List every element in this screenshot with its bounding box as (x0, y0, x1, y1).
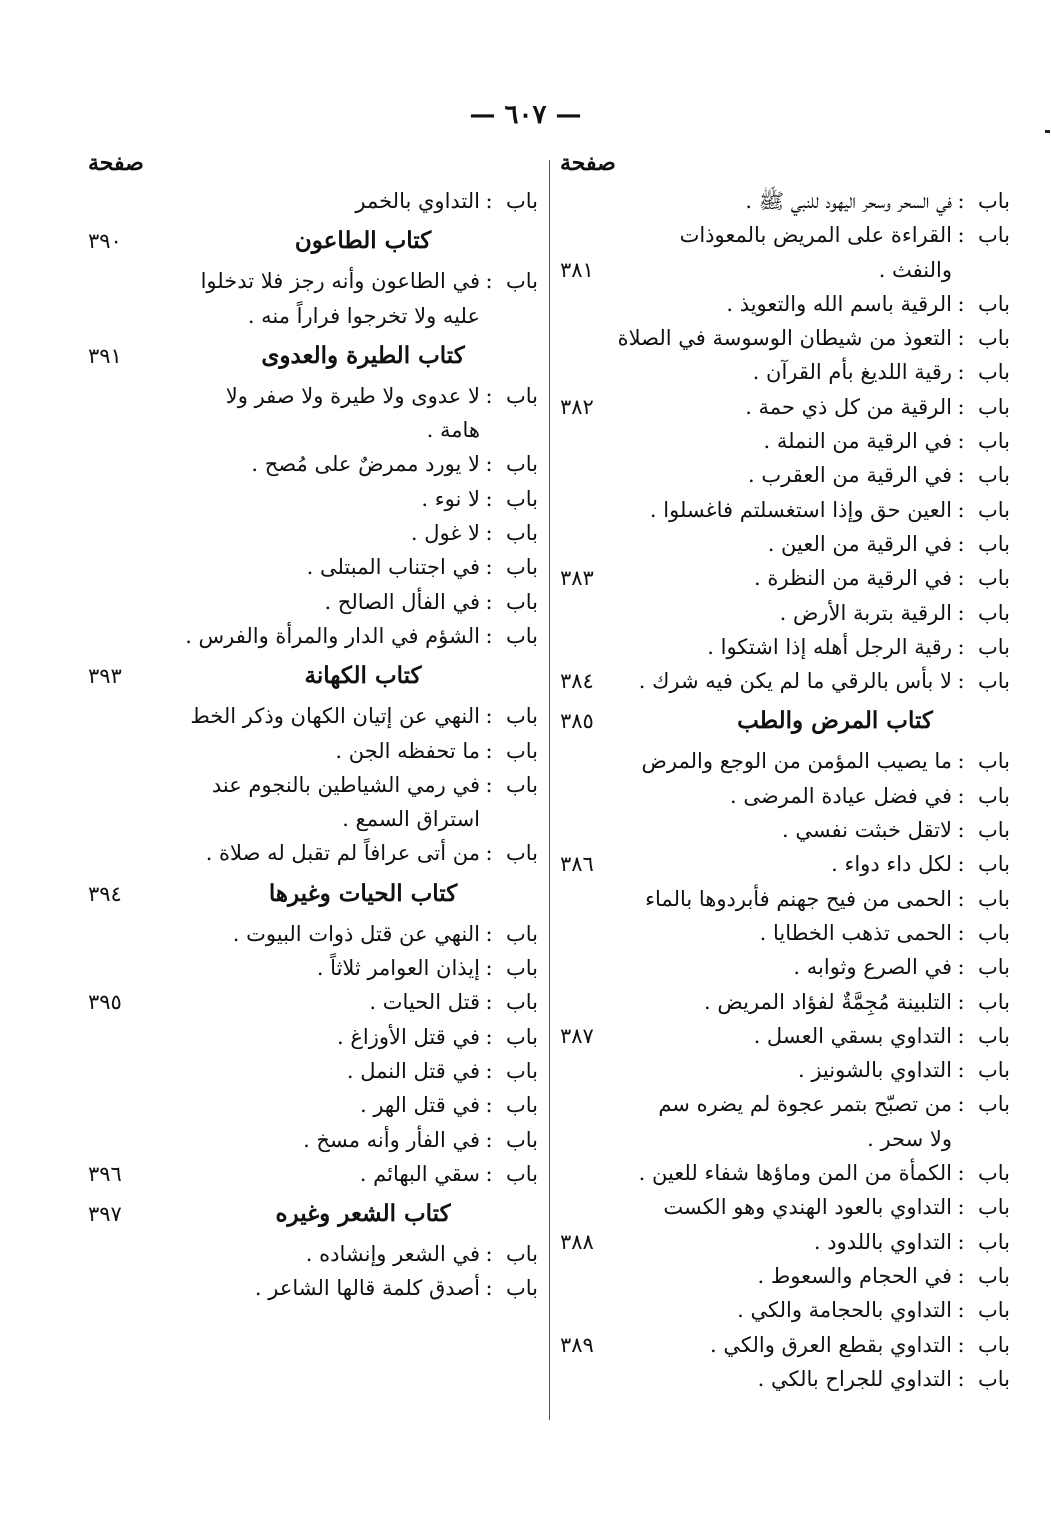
colon: : (485, 623, 493, 648)
colon: : (957, 920, 965, 945)
bab-label: باب (977, 600, 1010, 625)
toc-entry (560, 1362, 1010, 1396)
bab-label: باب (977, 497, 1010, 522)
bab-label: باب (977, 1195, 1010, 1220)
bab-label: باب (505, 521, 538, 546)
colon: : (485, 704, 493, 729)
toc-entry (88, 585, 538, 619)
entry-title: في قتل النمل . (346, 1058, 480, 1083)
colon: : (485, 521, 493, 546)
bab-label: باب (977, 463, 1010, 488)
toc-entry (88, 1237, 538, 1271)
colon: : (957, 394, 965, 419)
entry-title: التداوي بالشونيز . (797, 1058, 952, 1083)
entry-title: لاتقل خبثت نفسي . (781, 818, 952, 843)
toc-left-list (88, 184, 538, 1306)
bab-label: باب (977, 749, 1010, 774)
colon: : (957, 1332, 965, 1357)
colon: : (957, 818, 965, 843)
page-ref: ٣٩٠ (88, 229, 122, 254)
toc-entry (560, 424, 1010, 458)
toc-entry (88, 184, 538, 218)
page-ref: ٣٨٣ (560, 566, 594, 591)
bab-label: باب (505, 990, 538, 1015)
colon: : (957, 955, 965, 980)
entry-title: في الصرع وثوابه . (793, 955, 952, 980)
entry-title: التداوي بقطع العرق والكي . (710, 1332, 952, 1357)
entry-title: العين حق وإذا استغسلتم فاغسلوا . (649, 497, 952, 522)
book-heading (88, 218, 538, 264)
page-ref: ٣٨٧ (560, 1023, 594, 1048)
toc-entry-continuation (88, 299, 538, 333)
colon: : (957, 989, 965, 1014)
entry-title: في فضل عيادة المرضى . (730, 783, 952, 808)
toc-entry (88, 699, 538, 733)
colon: : (957, 497, 965, 522)
entry-title: سقي البهائم . (359, 1161, 480, 1186)
toc-entry (88, 550, 538, 584)
bab-label: باب (505, 269, 538, 294)
entry-title: التداوي باللدود . (813, 1229, 952, 1254)
colon: : (485, 452, 493, 477)
bab-label: باب (977, 1161, 1010, 1186)
page-ref: ٣٩١ (88, 343, 122, 368)
colon: : (485, 589, 493, 614)
bab-label: باب (977, 326, 1010, 351)
toc-entry (560, 1293, 1010, 1327)
toc-entry (560, 813, 1010, 847)
page-ref: ٣٩٥ (88, 990, 122, 1015)
bab-label: باب (977, 989, 1010, 1014)
page-ref: ٣٨١ (560, 257, 594, 282)
toc-entry (88, 447, 538, 481)
page-ref: ٣٨٤ (560, 669, 594, 694)
colon: : (485, 486, 493, 511)
page-ref: ٣٩٤ (88, 881, 122, 906)
book-title: كتاب الحيات وغيرها (268, 879, 458, 907)
toc-entry (560, 847, 1010, 881)
entry-title: في الرقية من العين . (767, 531, 952, 556)
toc-entry (560, 779, 1010, 813)
colon: : (957, 189, 965, 213)
toc-entry (560, 1053, 1010, 1087)
bab-label: باب (977, 566, 1010, 591)
colon: : (957, 634, 965, 659)
bab-label: باب (977, 920, 1010, 945)
bab-label: باب (505, 1024, 538, 1049)
bab-label: باب (977, 429, 1010, 454)
bab-label: باب (977, 669, 1010, 694)
colon: : (485, 1058, 493, 1083)
toc-entry-continuation (560, 1122, 1010, 1156)
bab-label: باب (505, 1058, 538, 1083)
colon: : (957, 1263, 965, 1288)
toc-right-column (560, 150, 1010, 1396)
colon: : (485, 189, 493, 213)
bab-label: باب (505, 738, 538, 763)
page-number: — ٦٠٧ — (469, 100, 582, 130)
colon: : (485, 383, 493, 408)
bab-label: باب (505, 486, 538, 511)
colon: : (957, 783, 965, 808)
colon: : (957, 1092, 965, 1117)
entry-title: ولا سحر . (867, 1126, 952, 1151)
bab-label: باب (505, 1242, 538, 1267)
page-column-header (88, 150, 538, 184)
entry-title: عليه ولا تخرجوا فراراً منه . (247, 303, 480, 328)
toc-entry (560, 527, 1010, 561)
entry-title: التداوي بالخمر (355, 189, 480, 213)
toc-entry (560, 985, 1010, 1019)
bab-label: باب (977, 1298, 1010, 1323)
toc-entry (560, 218, 1010, 252)
book-heading (88, 333, 538, 379)
colon: : (957, 1058, 965, 1083)
bab-label: باب (505, 1127, 538, 1152)
page-ref: ٣٨٢ (560, 394, 594, 419)
colon: : (957, 531, 965, 556)
bab-label: باب (505, 841, 538, 866)
entry-title: في قتل الأوزاغ . (337, 1024, 480, 1049)
bab-label: باب (977, 783, 1010, 808)
entry-title: ما تحفظه الجن . (335, 738, 480, 763)
colon: : (957, 1195, 965, 1220)
entry-title: في الشعر وإنشاده . (305, 1242, 480, 1267)
toc-entry (560, 744, 1010, 778)
bab-label: باب (977, 955, 1010, 980)
bab-label: باب (505, 1276, 538, 1301)
colon: : (957, 1366, 965, 1391)
colon: : (957, 291, 965, 316)
book-title: كتاب الشعر وغيره (275, 1200, 451, 1228)
colon: : (485, 1093, 493, 1118)
page-ref: ٣٨٨ (560, 1229, 594, 1254)
bab-label: باب (977, 1023, 1010, 1048)
bab-label: باب (505, 589, 538, 614)
toc-entry (560, 1087, 1010, 1121)
book-heading (88, 871, 538, 917)
colon: : (485, 738, 493, 763)
page-column-header-label: صفحة (88, 150, 144, 176)
toc-entry (88, 768, 538, 802)
bab-label: باب (505, 1161, 538, 1186)
colon: : (957, 1161, 965, 1186)
bab-label: باب (505, 772, 538, 797)
entry-title: في الرقية من النظرة . (754, 566, 952, 591)
toc-entry (88, 1020, 538, 1054)
entry-title: والنفث . (878, 257, 952, 282)
bab-label: باب (977, 818, 1010, 843)
bab-label: باب (977, 1332, 1010, 1357)
entry-title: رقية الرجل أهله إذا اشتكوا . (707, 634, 952, 659)
entry-title: الشؤم في الدار والمرأة والفرس . (185, 623, 480, 648)
toc-entry (560, 1019, 1010, 1053)
toc-left-column (88, 150, 538, 1306)
bab-label: باب (977, 1058, 1010, 1083)
page-ref: ٣٨٥ (560, 709, 594, 734)
toc-entry (88, 1271, 538, 1305)
bab-label: باب (977, 1263, 1010, 1288)
toc-entry (88, 836, 538, 870)
colon: : (957, 852, 965, 877)
toc-entry (560, 882, 1010, 916)
toc-entry (88, 985, 538, 1019)
entry-title: من تصبّح بتمر عجوة لم يضره سم (658, 1092, 952, 1117)
toc-entry (560, 355, 1010, 389)
entry-title: رقية اللديغ بأم القرآن . (752, 360, 952, 385)
entry-title: لا نوء . (421, 486, 480, 511)
entry-title: التلبينة مُجِمَّةٌ لفؤاد المريض . (704, 989, 952, 1014)
bab-label: باب (977, 852, 1010, 877)
entry-title: إيذان العوامر ثلاثاً . (316, 956, 480, 981)
entry-title: النهي عن إتيان الكهان وذكر الخط (190, 704, 480, 729)
toc-entry-continuation (88, 802, 538, 836)
book-title: كتاب الطاعون (294, 227, 432, 255)
entry-title: في الرقية من العقرب . (748, 463, 952, 488)
book-heading (88, 1191, 538, 1237)
colon: : (485, 772, 493, 797)
page-ref: ٣٩٦ (88, 1161, 122, 1186)
toc-entry (88, 1088, 538, 1122)
entry-title: الرقية من كل ذي حمة . (745, 394, 952, 419)
margin-mark (1045, 130, 1050, 133)
colon: : (957, 463, 965, 488)
entry-title: في رمي الشياطين بالنجوم عند (211, 772, 480, 797)
colon: : (957, 600, 965, 625)
colon: : (957, 326, 965, 351)
toc-entry (560, 184, 1010, 218)
toc-entry (560, 321, 1010, 355)
entry-title: التداوي بسقي العسل . (753, 1023, 952, 1048)
colon: : (485, 1127, 493, 1152)
entry-title: الحمى تذهب الخطايا . (759, 920, 952, 945)
entry-title: لكل داء دواء . (831, 852, 952, 877)
entry-title: في الحجام والسعوط . (757, 1263, 952, 1288)
entry-title: التعوذ من شيطان الوسوسة في الصلاة (617, 326, 952, 351)
entry-title: التداوي للجراح بالكي . (757, 1366, 952, 1391)
colon: : (485, 555, 493, 580)
colon: : (957, 669, 965, 694)
colon: : (957, 360, 965, 385)
bab-label: باب (505, 555, 538, 580)
bab-label: باب (505, 921, 538, 946)
bab-label: باب (505, 189, 538, 213)
colon: : (957, 429, 965, 454)
colon: : (485, 921, 493, 946)
toc-entry-continuation (88, 413, 538, 447)
page-ref: ٣٨٩ (560, 1332, 594, 1357)
toc-entry (88, 264, 538, 298)
colon: : (957, 223, 965, 248)
entry-title: لا غول . (410, 521, 480, 546)
entry-title: في قتل الهر . (359, 1093, 480, 1118)
toc-entry (560, 596, 1010, 630)
colon: : (957, 566, 965, 591)
toc-entry (88, 516, 538, 550)
book-heading (88, 653, 538, 699)
colon: : (485, 269, 493, 294)
page-ref: ٣٩٣ (88, 664, 122, 689)
entry-title: الرقية باسم الله والتعويذ . (726, 291, 952, 316)
toc-entry (560, 493, 1010, 527)
toc-entry (560, 561, 1010, 595)
toc-entry (560, 630, 1010, 664)
bab-label: باب (505, 1093, 538, 1118)
entry-title: التداوي بالعود الهندي وهو الكست (663, 1195, 952, 1220)
colon: : (957, 1298, 965, 1323)
colon: : (485, 1242, 493, 1267)
colon: : (485, 841, 493, 866)
bab-label: باب (977, 223, 1010, 248)
toc-entry (560, 950, 1010, 984)
toc-entry (560, 287, 1010, 321)
colon: : (957, 886, 965, 911)
toc-entry (560, 458, 1010, 492)
entry-title: في الرقية من النملة . (763, 429, 952, 454)
entry-title: الكمأة من المن وماؤها شفاء للعين . (638, 1161, 952, 1186)
entry-title: النهي عن قتل ذوات البيوت . (232, 921, 480, 946)
book-heading (560, 698, 1010, 744)
entry-title: في السحر وسحر اليهود للنبي ﷺ . (745, 189, 952, 213)
bab-label: باب (505, 383, 538, 408)
toc-entry (560, 1190, 1010, 1224)
bab-label: باب (977, 1092, 1010, 1117)
entry-title: من أتى عرافاً لم تقبل له صلاة . (205, 841, 480, 866)
page-column-header (560, 150, 1010, 184)
toc-entry (560, 1225, 1010, 1259)
toc-entry (560, 664, 1010, 698)
toc-entry (560, 1259, 1010, 1293)
toc-entry (560, 1156, 1010, 1190)
entry-title: الحمى من فيح جهنم فأبردوها بالماء (645, 886, 952, 911)
page-ref: ٣٩٧ (88, 1202, 122, 1227)
page-ref: ٣٨٦ (560, 852, 594, 877)
toc-entry (88, 917, 538, 951)
toc-entry (88, 1123, 538, 1157)
book-title: كتاب الطيرة والعدوى (261, 341, 465, 369)
entry-title: في اجتناب المبتلى . (306, 555, 480, 580)
bab-label: باب (977, 189, 1010, 213)
entry-title: في الطاعون وأنه رجز فلا تدخلوا (200, 269, 480, 294)
bab-label: باب (977, 360, 1010, 385)
entry-title: قتل الحيات . (369, 990, 480, 1015)
toc-entry (88, 1157, 538, 1191)
toc-entry-continuation (560, 253, 1010, 287)
colon: : (485, 1276, 493, 1301)
entry-title: التداوي بالحجامة والكي . (737, 1298, 952, 1323)
colon: : (957, 749, 965, 774)
colon: : (485, 956, 493, 981)
bab-label: باب (977, 394, 1010, 419)
bab-label: باب (505, 452, 538, 477)
toc-entry (88, 734, 538, 768)
book-title: كتاب الكهانة (304, 662, 422, 690)
toc-right-list (560, 184, 1010, 1396)
bab-label: باب (505, 956, 538, 981)
toc-entry (560, 390, 1010, 424)
toc-entry (88, 619, 538, 653)
bab-label: باب (977, 634, 1010, 659)
entry-title: الرقية بتربة الأرض . (779, 600, 952, 625)
toc-entry (88, 1054, 538, 1088)
page-column-header-label: صفحة (560, 150, 616, 176)
bab-label: باب (977, 886, 1010, 911)
entry-title: في الفأر وأنه مسخ . (303, 1127, 480, 1152)
entry-title: القراءة على المريض بالمعوذات (679, 223, 952, 248)
bab-label: باب (977, 291, 1010, 316)
toc-entry (560, 916, 1010, 950)
entry-title: هامة . (426, 418, 480, 443)
bab-label: باب (977, 1366, 1010, 1391)
entry-title: في الفأل الصالح . (324, 589, 480, 614)
colon: : (485, 1024, 493, 1049)
entry-title: ما يصيب المؤمن من الوجع والمرض (641, 749, 952, 774)
entry-title: لا عدوى ولا طيرة ولا صفر ولا (225, 383, 480, 408)
colon: : (485, 990, 493, 1015)
entry-title: لا بأس بالرقي ما لم يكن فيه شرك . (638, 669, 952, 694)
colon: : (957, 1023, 965, 1048)
column-divider (549, 160, 550, 1420)
bab-label: باب (977, 531, 1010, 556)
entry-title: استراق السمع . (342, 807, 480, 832)
toc-entry (88, 379, 538, 413)
book-title: كتاب المرض والطب (737, 707, 933, 735)
toc-entry (88, 951, 538, 985)
colon: : (957, 1229, 965, 1254)
toc-entry (560, 1328, 1010, 1362)
bab-label: باب (505, 623, 538, 648)
toc-entry (88, 482, 538, 516)
bab-label: باب (977, 1229, 1010, 1254)
entry-title: لا يورد ممرضٌ على مُصح . (251, 452, 480, 477)
bab-label: باب (505, 704, 538, 729)
colon: : (485, 1161, 493, 1186)
entry-title: أصدق كلمة قالها الشاعر . (254, 1276, 480, 1301)
